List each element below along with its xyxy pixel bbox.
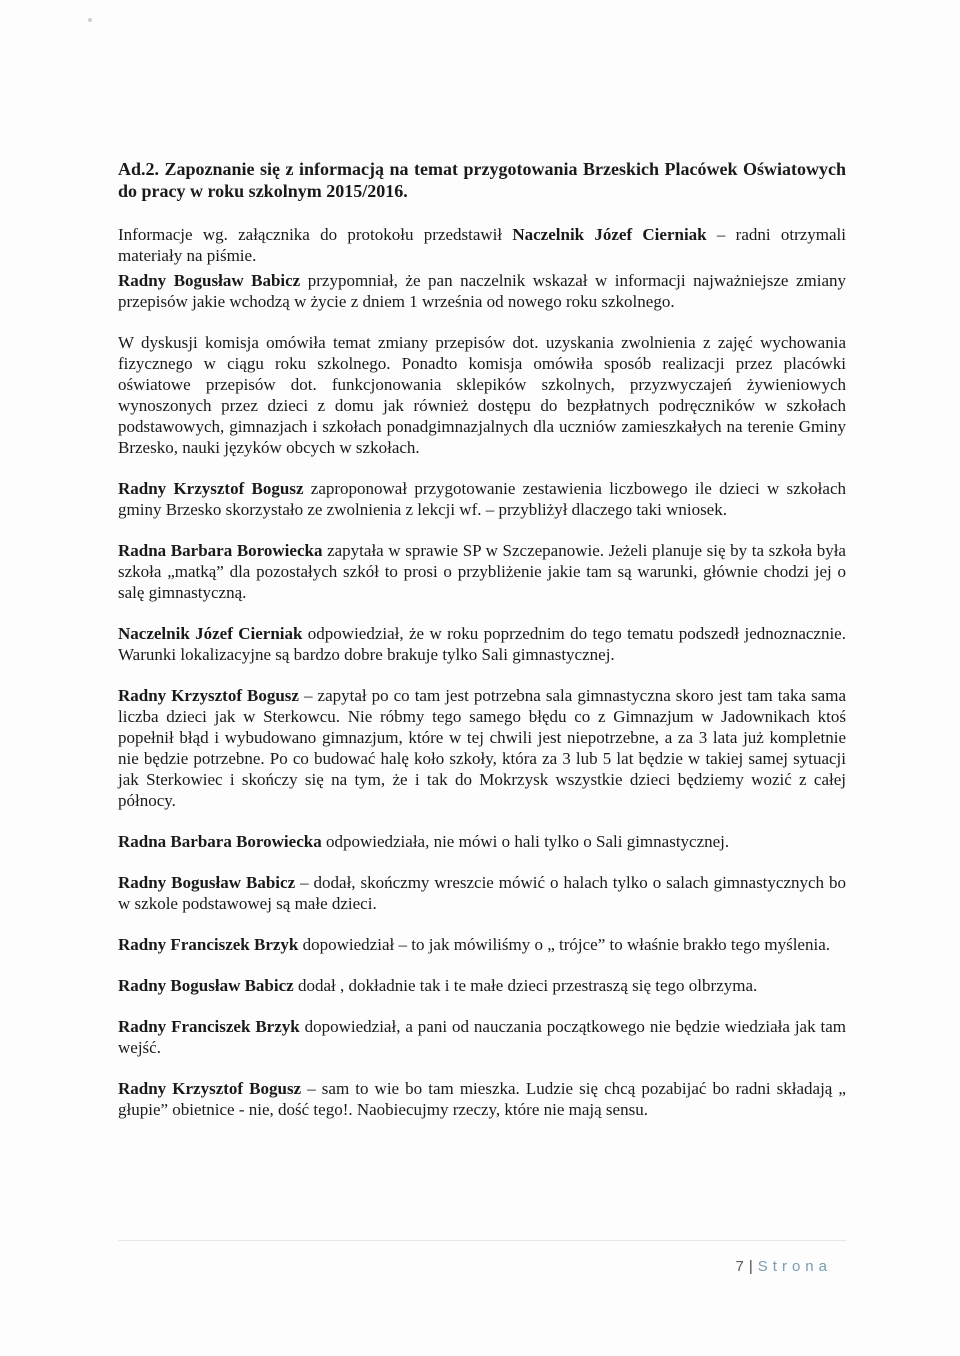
paragraph-10 <box>118 975 846 996</box>
paragraph-text: odpowiedziała, nie mówi o hali tylko o Sali gimnastycznej. <box>321 832 730 851</box>
paragraph-6 <box>118 685 846 811</box>
paragraph-text: zaproponował przygotowanie zestawienia liczbowego ile dzieci w szkołach gminy Brzesko skorzystało ze zwolnienia z lekcji wf. – przybliżył dlaczego taki wniosek. <box>118 479 846 519</box>
paragraph-speaker: Radny Krzysztof Bogusz <box>118 1079 302 1098</box>
paragraph-text: – zapytał po co tam jest potrzebna sala gimnastyczna skoro jest tam taka sama liczba dzieci jak w Sterkowcu. Nie róbmy tego samego błędu co z Gimnazjum w Jadownikach ktoś popełnił błąd i wybudowano gimnazjum, które w tej chwili jest niepotrzebne, a za 3 lata już kompletnie nie będzie potrzebne. Po co budować halę koło szkoły, która za 3 lub 5 lat będzie w takiej samej sytuacji jak Sterkowiec i skończy się na tym, że i tak do Mokrzysk wszystkie dzieci będziemy wozić z całej północy. <box>118 686 846 810</box>
paragraph-7 <box>118 831 846 852</box>
paragraph-1 <box>118 270 846 312</box>
paragraph-11 <box>118 1016 846 1058</box>
footer-divider <box>118 1240 846 1241</box>
paragraph-text: W dyskusji komisja omówiła temat zmiany przepisów dot. uzyskania zwolnienia z zajęć wychowania fizycznego w ciągu roku szkolnego. Ponadto komisja omówiła sposób realizacji przez placówki oświatowe przepisów dot. funkcjonowania sklepików szkolnych, przyzwyczajeń żywieniowych wynoszonych przez dzieci z domu jak również dostępu do bezpłatnych podręczników w szkołach podstawowych, gimnazjach i szkołach ponadgimnazjalnych dla uczniów zamieszkałych na terenie Gminy Brzesko, nauki języków obcych w szkołach. <box>118 333 846 457</box>
intro-text-before: Informacje wg. załącznika do protokołu przedstawił <box>118 225 513 244</box>
paragraph-3 <box>118 478 846 520</box>
page-number: 7 <box>735 1258 745 1275</box>
paragraph-text: dopowiedział – to jak mówiliśmy o „ trójce” to właśnie brakło tego myślenia. <box>298 935 830 954</box>
section-heading: Ad.2. Zapoznanie się z informacją na temat przygotowania Brzeskich Placówek Oświatowych do pracy w roku szkolnym 2015/2016. <box>118 159 846 201</box>
intro-text-after: – radni otrzymali materiały na piśmie. <box>118 225 847 265</box>
paragraph-4 <box>118 540 846 603</box>
footer-page-word: Strona <box>757 1258 832 1275</box>
paragraph-speaker: Radny Franciszek Brzyk <box>118 935 299 954</box>
paragraph-text: dodał , dokładnie tak i te małe dzieci przestraszą się tego olbrzyma. <box>293 976 758 995</box>
paragraph-text: przypomniał, że pan naczelnik wskazał w informacji najważniejsze zmiany przepisów jakie wchodzą w życie z dniem 1 września od nowego roku szkolnego. <box>118 271 846 311</box>
paragraph-intro <box>118 224 846 266</box>
paragraph-speaker: Radny Krzysztof Bogusz <box>118 479 304 498</box>
document-body <box>118 158 846 1140</box>
paragraph-8 <box>118 872 846 914</box>
paragraph-speaker: Radna Barbara Borowiecka <box>118 832 322 851</box>
page-footer <box>736 1258 832 1275</box>
scan-speck <box>88 18 92 22</box>
paragraph-text: dopowiedział, a pani od nauczania początkowego nie będzie wiedziała jak tam wejść. <box>118 1017 846 1057</box>
paragraph-12 <box>118 1078 846 1120</box>
paragraph-9 <box>118 934 846 955</box>
paragraph-5 <box>118 623 846 665</box>
paragraph-text: – sam to wie bo tam mieszka. Ludzie się chcą pozabijać bo radni składają „ głupie” obietnice - nie, dość tego!. Naobiecujmy rzeczy, które nie mają sensu. <box>118 1079 846 1119</box>
paragraph-speaker: Naczelnik Józef Cierniak <box>118 624 303 643</box>
paragraph-speaker: Radny Krzysztof Bogusz <box>118 686 299 705</box>
paragraph-text: – dodał, skończmy wreszcie mówić o halach tylko o salach gimnastycznych bo w szkole podstawowej są małe dzieci. <box>118 873 846 913</box>
intro-speaker: Naczelnik Józef Cierniak <box>512 225 707 244</box>
paragraph-speaker: Radna Barbara Borowiecka <box>118 541 323 560</box>
paragraph-2 <box>118 332 846 458</box>
paragraph-speaker: Radny Bogusław Babicz <box>118 976 294 995</box>
footer-separator: | <box>748 1258 754 1275</box>
paragraph-text: odpowiedział, że w roku poprzednim do tego tematu podszedł jednoznacznie. Warunki lokalizacyjne są bardzo dobre brakuje tylko Sali gimnastycznej. <box>118 624 846 664</box>
paragraph-speaker: Radny Franciszek Brzyk <box>118 1017 300 1036</box>
paragraph-speaker: Radny Bogusław Babicz <box>118 271 301 290</box>
paragraph-text: zapytała w sprawie SP w Szczepanowie. Jeżeli planuje się by ta szkoła była szkoła „matką” dla pozostałych szkół to prosi o przybliżenie jakie tam są warunki, głównie chodzi jej o salę gimnastyczną. <box>118 541 846 602</box>
paragraph-speaker: Radny Bogusław Babicz <box>118 873 296 892</box>
